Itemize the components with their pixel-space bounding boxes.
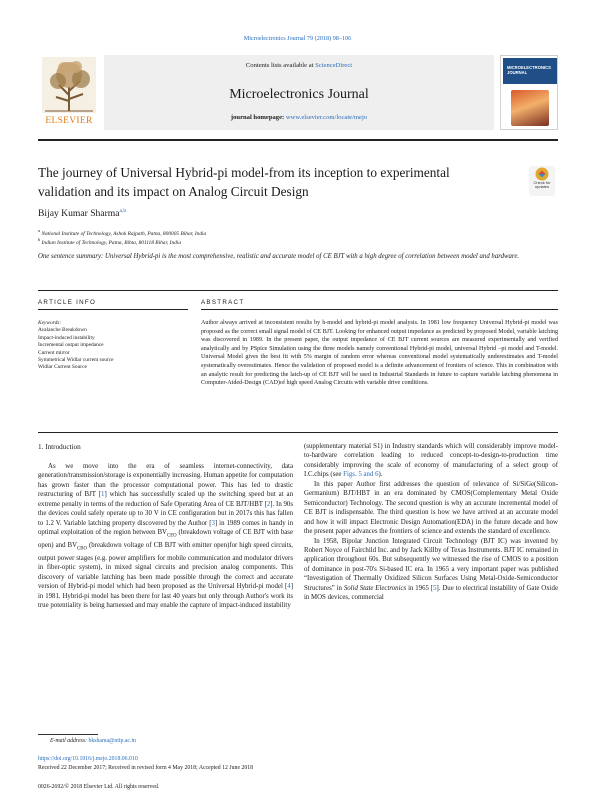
masthead-info-panel	[104, 55, 494, 130]
body-paragraph: (supplementary material S1) in Industry standards which will considerably improve model-to-hardware correlation leading to reduced concept-to-design-to-production time considerably improving the scale of economy of manufacturing of a select group of I.C.chips (see Figs. 5 and 6).	[304, 443, 558, 479]
article-info-heading: ARTICLE INFO	[38, 299, 97, 306]
article-info-rule	[38, 309, 188, 310]
cover-title: MICROELECTRONICS JOURNAL	[507, 65, 551, 75]
author-name: Bijay Kumar Sharma	[38, 208, 120, 220]
body-rule	[38, 432, 558, 433]
email-link[interactable]: bkshama@nitp.ac.in	[88, 738, 136, 744]
citation-link[interactable]: 4	[287, 583, 291, 591]
keyword: Current mirror	[38, 349, 70, 356]
homepage-prefix: journal homepage:	[230, 114, 286, 121]
issn-copyright: 0026-2692/© 2018 Elsevier Ltd. All rights reserved.	[38, 784, 160, 790]
keywords-label: Keywords:	[38, 320, 62, 326]
affiliation-a-text: National Institute of Technology, Ashok Rajpath, Patna, 800005 Bihar, India	[40, 230, 207, 237]
body-column-right	[304, 442, 558, 603]
body-paragraph: In 1958, Bipolar Junction Integrated Circuit Technology (BJT IC) was invented by Robert Noyce of Fairchild Inc. and by Jack Killby of Texas Instruments. BJT IC remained in application throughout 60s. But subsequently we witnessed the rise of CMOS to a position of dominance in post-70's Si-based IC era. In 1965 a very important paper was published “Investigation of Thermally Oxidized Silicon Surfaces Using Metal-Oxide-Semiconductor Structures” in Solid State Electronics in 1965 [5]. Due to electrical instability of Gate Oxide in MOS devices, commercial	[304, 537, 558, 602]
author-affiliation-marks[interactable]: a,b	[119, 208, 127, 214]
journal-citation-header[interactable]: Microelectronics Journal 79 (2018) 98–106	[243, 35, 352, 42]
citation-link[interactable]: 3	[211, 519, 215, 527]
contents-prefix: Contents lists available at	[245, 62, 316, 69]
received-dates: Received 22 December 2017; Received in revised form 4 May 2018; Accepted 12 June 2018	[38, 765, 254, 771]
keywords-block	[38, 320, 188, 372]
abstract-text: Author always arrived at inconsistent results by h-model and hybrid-pi model analysis. In 1981 low frequency Universal Hybrid-pi model was proposed as the correct small signal model of CE BJT. Looking for enhanced output impedance as predicted by proposed Model, variable latching was discovered in 1989. In the present paper, the output impedance of CE BJT current sources are measured experimentally and verified analytically and by PSpice Simulation using the three models namely conventional Hybrid-pi model, universal Hybrid –pi model and T-model. Universal Model gives the best fit with 5% margin of random error whereas conventional model systematically underestimates and T-model systematically overestimates. Hence the validation of proposed model is a definite advancement of frontiers of science. This in combination with an analytic result for predicting the latch-up of CE BJT will be used in Industrial Standards in future to capture variable latching phenomena in Computer-Aided-Design (CAD)of high speed Analog Circuits with variable drive conditions.	[201, 320, 558, 387]
keyword: Symmetrical Widlar current source	[38, 357, 114, 364]
affiliation-b	[38, 237, 181, 246]
contents-line	[104, 62, 494, 69]
publisher-name: ELSEVIER	[45, 116, 93, 126]
journal-title: Microelectronics Journal	[229, 87, 369, 102]
subscript: CEO	[167, 533, 177, 539]
cover-image	[511, 90, 549, 126]
keyword: Avalanche Breakdown	[38, 327, 87, 334]
one-sentence-summary: One sentence summary: Universal Hybrid-pi is the most comprehensive, realistic and accurate model of CE BJT with a high degree of correlation between model and hardware.	[38, 253, 520, 260]
citation-link[interactable]: Figs. 5 and 6	[343, 471, 379, 479]
keyword: Widlar Current Source	[38, 364, 87, 371]
keyword: Impact-induced instability	[38, 334, 95, 341]
body-column-left	[38, 462, 293, 611]
section-heading-introduction: 1. Introduction	[38, 443, 81, 451]
homepage-link[interactable]: www.elsevier.com/locate/mejo	[285, 114, 368, 121]
elsevier-logo[interactable]	[38, 55, 100, 130]
citation-link[interactable]: 2	[266, 500, 271, 508]
keyword: Incremental output impedance	[38, 342, 104, 349]
elsevier-tree-icon	[42, 57, 96, 113]
homepage-line	[104, 114, 494, 121]
sciencedirect-link[interactable]: ScienceDirect	[315, 62, 353, 69]
author-email-line	[50, 738, 136, 744]
affiliation-b-text: Indian Institute of Technology, Patna, Bihta, 801118 Bihar, India	[40, 239, 182, 246]
masthead-rule	[38, 139, 558, 141]
journal-cover-thumbnail[interactable]	[500, 55, 558, 130]
crossmark-label[interactable]: Check for updates	[533, 180, 551, 190]
italic-text: Solid State Electronics	[343, 584, 407, 592]
citation-link[interactable]: 1	[101, 491, 105, 499]
email-label: E-mail address:	[50, 738, 89, 744]
citation-link[interactable]: 5	[433, 584, 437, 592]
author-line	[38, 208, 126, 219]
abstract-heading: ABSTRACT	[201, 299, 245, 306]
affiliation-a-mark: a	[38, 228, 40, 233]
paper-title: The journey of Universal Hybrid-pi model-from its inception to experimental validation and its impact on Analog Circuit Design	[38, 165, 450, 199]
affiliation-a	[38, 228, 206, 237]
affiliation-b-mark: b	[38, 237, 41, 242]
journal-masthead	[38, 55, 558, 132]
cover-banner	[503, 58, 557, 84]
abstract-rule	[201, 309, 558, 310]
doi-link[interactable]: https://doi.org/10.1016/j.mejo.2018.06.010	[38, 756, 138, 762]
summary-rule	[38, 290, 558, 291]
subscript: CBO	[77, 546, 87, 552]
body-paragraph: As we move into the era of seamless internet-connectivity, data generation/transmission/storage is exponentially increasing. Human appetite for computation has grown faster than the processor computational power. This has led to drastic restructuring of BJT [1] which has successfully scaled up the switching speed but at an extreme penalty in terms of the reduction of Safe Operating Area of CE BJT/HBT [2]. In 90s the devices could safely operate up to 30 V in CE configuration but in 2017s this has fallen to 1.2 V. Variable latching property discovered by the Author [3] in 1989 comes in handy in optimal exploitation of the region between $BV_{CEO}$ (breakdown voltage of CE BJT with base open) and $BV_{CBO}$ (breakdown voltage of CB BJT with emitter open)for high speed circuits, output power stages (e.g. power amplifiers for mobile communication and modulator drivers in fiber-optic system), in mixed signal circuits and precision analog components. This discovery of variable latching has been made possible through the correct and accurate version of Hybrid-pi model which had been proposed as the Universal Hybrid-pi model [4] in 1981. Hybrid-pi model has been there for last 40 years but only through Author's work its true potentiality is being harnessed and may enable the capture of impact-induced instability	[38, 463, 293, 610]
body-paragraph: In this paper Author first addresses the question of relevance of Si/SiGe(Silicon-Germanium) BJT/HBT in an era dominated by CMOS(Complementary Metal Oxide Semiconductor) Technology. The second question is why an accurate incremental model of CE BJT is indispensable. The third question is how we have arrived at an accurate model and how it will impact Electronic Design Automation(EDA) in the future decade and how the present paper advances the frontiers of science and extends the standard of excellence.	[304, 480, 558, 536]
footnote-rule	[38, 734, 98, 735]
